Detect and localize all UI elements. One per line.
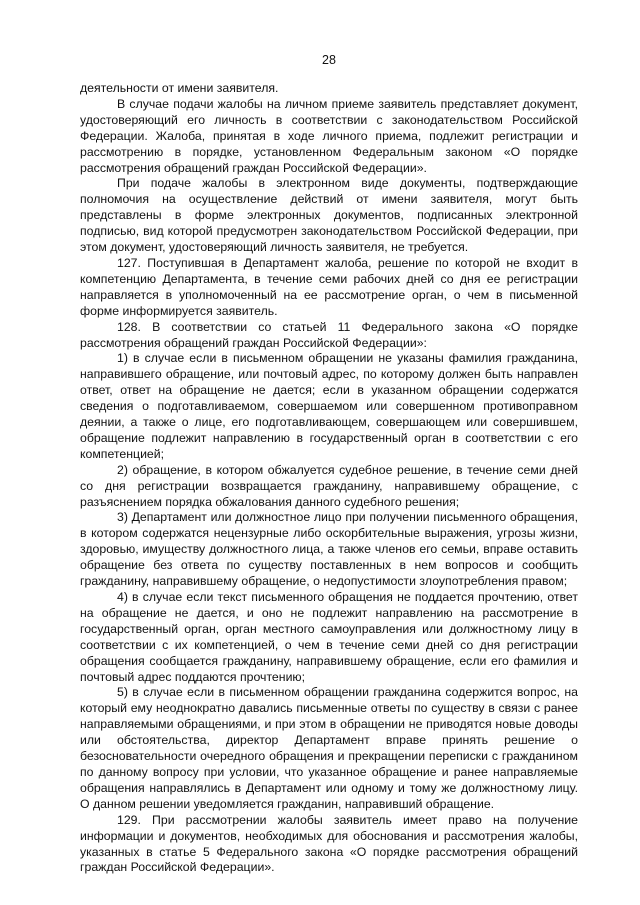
paragraph-continuation: деятельности от имени заявителя. — [80, 81, 279, 95]
paragraph-clause-128: 128. В соответствии со статьей 11 Федерального закона «О порядке рассмотрения обращений граждан Российской Федерации»: — [80, 319, 578, 350]
paragraph-item-1: 1) в случае если в письменном обращении не указаны фамилия гражданина, направившего обращение, или почтовый адрес, по которому должен быть направлен ответ, ответ на обращение не дается; если в указанном обращении содержатся сведения о подготавливаемом, совершаемом или совершенном противоправном деянии, а также о лице, его подготавливающем, совершающем или совершившем, обращение подлежит направлению в государственный орган в соответствии с его компетенцией; — [80, 351, 578, 461]
paragraph-clause-129: 129. При рассмотрении жалобы заявитель имеет право на получение информации и документов, необходимых для обоснования и рассмотрения жалобы, указанных в статье 5 Федерального закона «О порядке рассмотрения обращений граждан Российской Федерации». — [80, 812, 578, 875]
paragraph-electronic-submission: При подаче жалобы в электронном виде документы, подтверждающие полномочия на осуществление действий от имени заявителя, могут быть представлены в форме электронных документов, подписанных электронной подписью, вид которой предусмотрен законодательством Российской Федерации, при этом документ, удостоверяющий личность заявителя, не требуется. — [80, 176, 578, 255]
document-body — [80, 81, 578, 876]
paragraph-item-4: 4) в случае если текст письменного обращения не поддается прочтению, ответ на обращение не дается, и оно не подлежит направлению на рассмотрение в государственный орган, орган местного самоуправления или должностному лицу в соответствии с их компетенцией, о чем в течение семи дней со дня регистрации обращения сообщается гражданину, направившему обращение, если его фамилия и почтовый адрес поддаются прочтению; — [80, 590, 578, 684]
paragraph-item-2: 2) обращение, в котором обжалуется судебное решение, в течение семи дней со дня регистрации возвращается гражданину, направившему обращение, с разъяснением порядка обжалования данного судебного решения; — [80, 462, 578, 509]
paragraph-clause-127: 127. Поступившая в Департамент жалоба, решение по которой не входит в компетенцию Департамента, в течение семи рабочих дней со дня ее регистрации направляется в уполномоченный на ее рассмотрение орган, о чем в письменной форме информируется заявитель. — [80, 255, 578, 318]
paragraph-item-3: 3) Департамент или должностное лицо при получении письменного обращения, в котором содержатся нецензурные либо оскорбительные выражения, угрозы жизни, здоровью, имуществу должностного лица, а также членов его семьи, вправе оставить обращение без ответа по существу поставленных в нем вопросов и сообщить гражданину, направившему обращение, о недопустимости злоупотребления правом; — [80, 510, 578, 589]
paragraph-personal-reception: В случае подачи жалобы на личном приеме заявитель представляет документ, удостоверяющий его личность в соответствии с законодательством Российской Федерации. Жалоба, принятая в ходе личного приема, подлежит регистрации и рассмотрению в порядке, установленном Федеральным законом «О порядке рассмотрения обращений граждан Российской Федерации». — [80, 96, 578, 175]
paragraph-item-5: 5) в случае если в письменном обращении гражданина содержится вопрос, на который ему неоднократно давались письменные ответы по существу в связи с ранее направляемыми обращениями, и при этом в обращении не приводятся новые доводы или обстоятельства, директор Департамент вправе принять решение о безосновательности очередного обращения и прекращении переписки с гражданином по данному вопросу при условии, что указанное обращение и ранее направляемые обращения направлялись в Департамент или одному и тому же должностному лицу. О данном решении уведомляется гражданин, направивший обращение. — [80, 685, 578, 811]
page-number: 28 — [322, 53, 336, 67]
